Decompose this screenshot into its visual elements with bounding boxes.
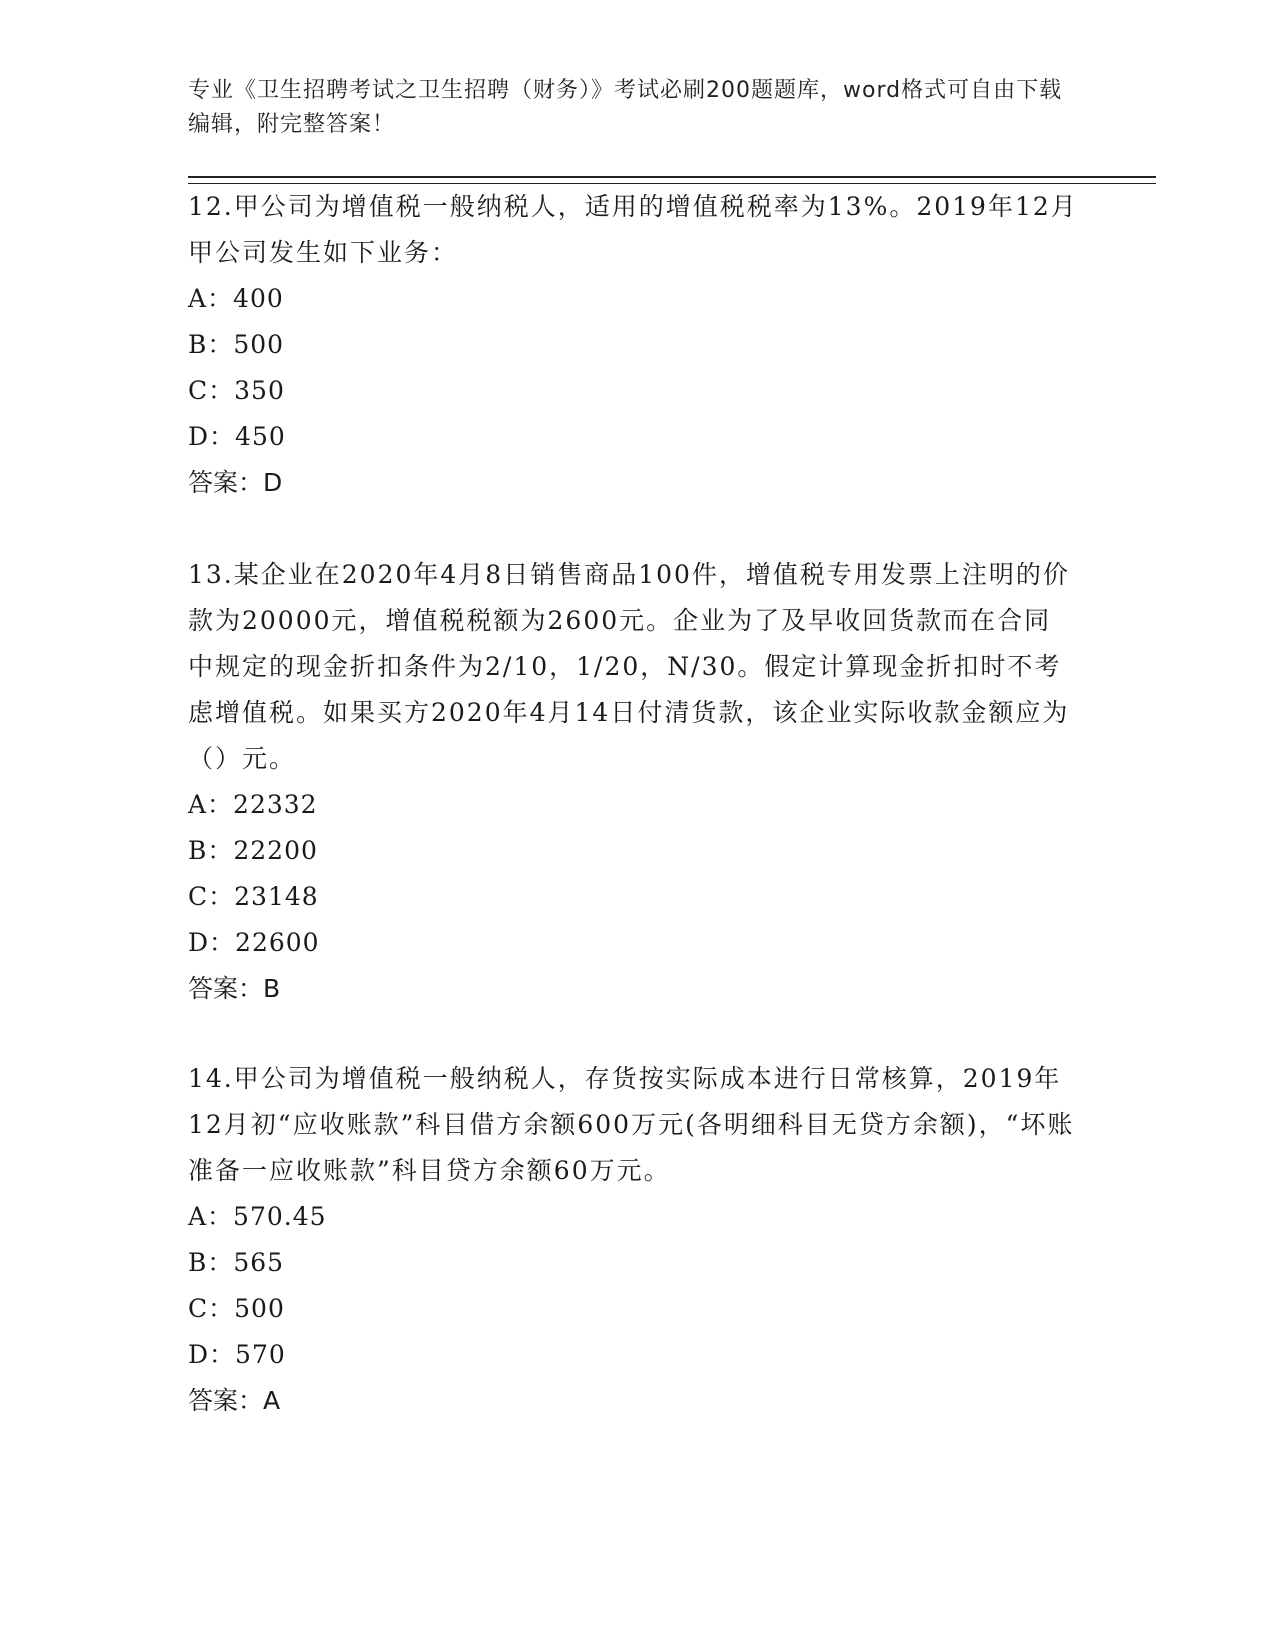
answer: 答案：B — [188, 974, 281, 1003]
option-c: C：350 — [188, 376, 285, 405]
question-stem: 12.甲公司为增值税一般纳税人，适用的增值税税率为13%。2019年12月甲公司发生如下业务： — [188, 192, 1078, 267]
answer: 答案：D — [188, 468, 283, 497]
question-stem: 14.甲公司为增值税一般纳税人，存货按实际成本进行日常核算，2019年12月初“应收账款”科目借方余额600万元(各明细科目无贷方余额)，“坏账准备一应收账款”科目贷方余额60万元。 — [188, 1064, 1075, 1185]
option-c: C：500 — [188, 1294, 285, 1323]
answer: 答案：A — [188, 1386, 281, 1415]
option-d: D：22600 — [188, 928, 320, 957]
page-header: 专业《卫生招聘考试之卫生招聘（财务）》考试必刷200题题库，word格式可自由下载编辑，附完整答案！ — [188, 78, 1063, 137]
option-b: B：565 — [188, 1248, 285, 1277]
option-a: A：570.45 — [188, 1202, 327, 1231]
option-c: C：23148 — [188, 882, 319, 911]
option-b: B：500 — [188, 330, 285, 359]
option-a: A：22332 — [188, 790, 318, 819]
question-stem: 13.某企业在2020年4月8日销售商品100件，增值税专用发票上注明的价款为20000元，增值税税额为2600元。企业为了及早收回货款而在合同中规定的现金折扣条件为2/10，1/20，N/30。假定计算现金折扣时不考虑增值税。如果买方2020年4月14日付清货款，该企业实际收款金额应为（）元。 — [188, 560, 1070, 773]
question-13 — [188, 552, 1078, 1012]
question-14 — [188, 1056, 1078, 1424]
header-rule-thick — [188, 176, 1156, 178]
question-12 — [188, 184, 1078, 506]
option-d: D：570 — [188, 1340, 286, 1369]
option-d: D：450 — [188, 422, 286, 451]
option-a: A：400 — [188, 284, 284, 313]
option-b: B：22200 — [188, 836, 318, 865]
